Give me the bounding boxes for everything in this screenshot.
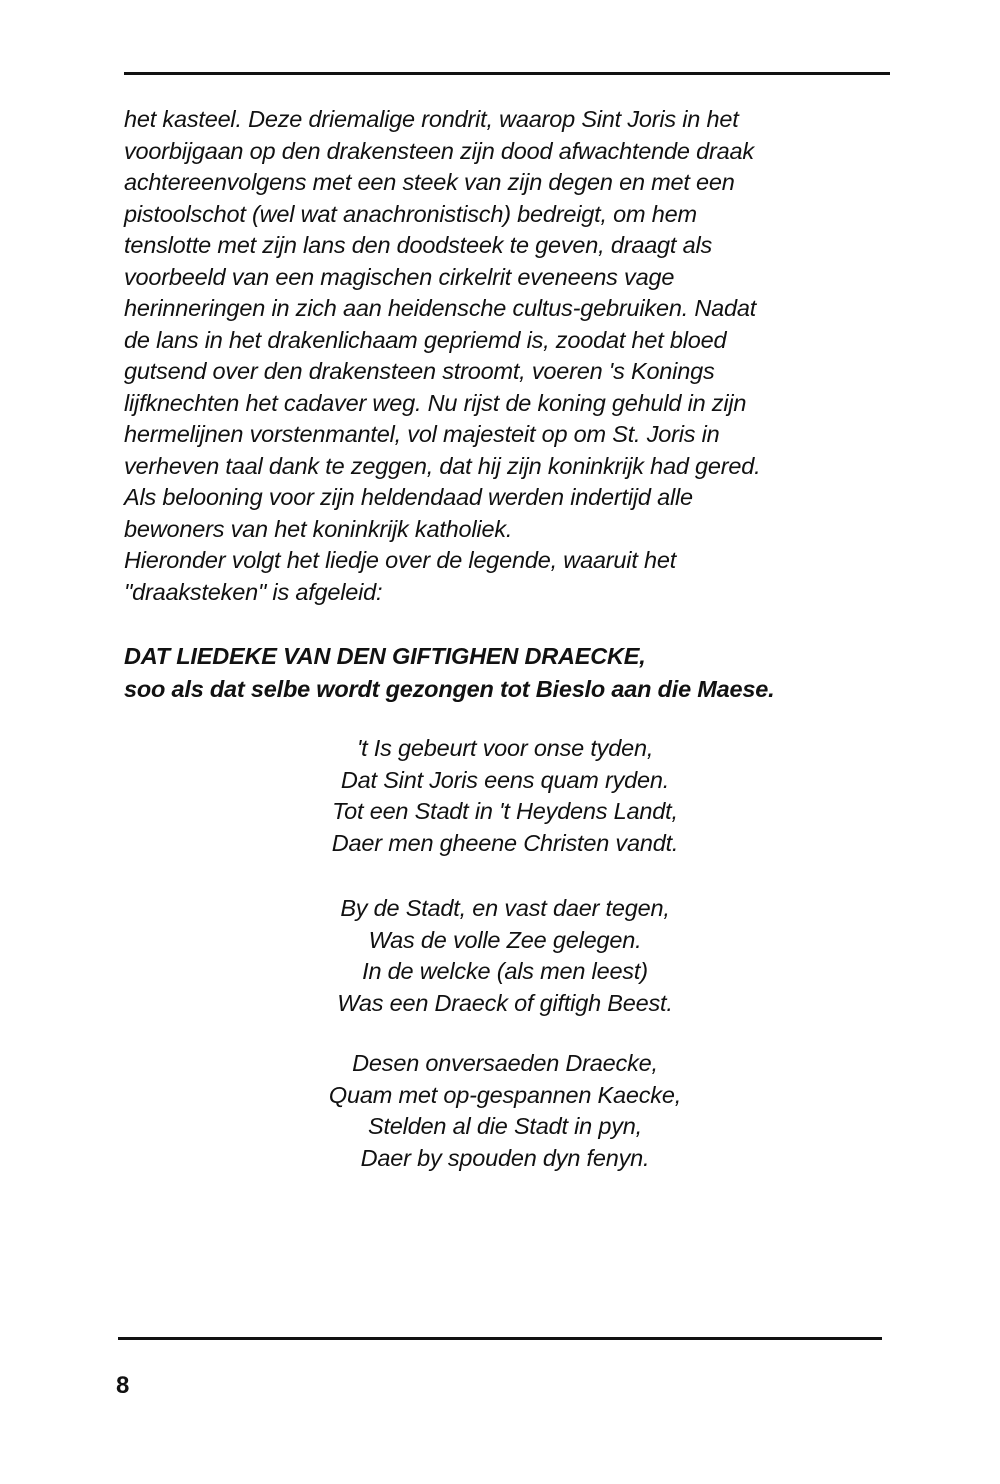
- verse-line: Daer men gheene Christen vandt.: [331, 829, 679, 856]
- song-title: [124, 640, 904, 706]
- text-line: voorbeeld van een magischen cirkelrit eveneens vage: [124, 263, 675, 290]
- text-line: pistoolschot (wel wat anachronistisch) bedreigt, om hem: [124, 200, 697, 227]
- verse-line: 't Is gebeurt voor onse tyden,: [356, 735, 654, 761]
- verse-line: Was een Draeck of giftigh Beest.: [337, 989, 673, 1016]
- verse-line: Was de volle Zee gelegen.: [368, 926, 642, 953]
- verse-2: [200, 893, 810, 1019]
- text-line: de lans in het drakenlichaam gepriemd is, zoodat het bloed: [124, 326, 727, 353]
- text-line: het kasteel. Deze driemalige rondrit, waarop Sint Joris in het: [124, 106, 739, 132]
- song-title-line: DAT LIEDEKE VAN DEN GIFTIGHEN DRAECKE,: [124, 643, 646, 669]
- body-paragraph: [124, 104, 894, 608]
- bottom-rule: [118, 1337, 882, 1340]
- text-line: achtereenvolgens met een steek van zijn degen en met een: [124, 169, 735, 195]
- verse-3: [200, 1048, 810, 1174]
- text-line: hermelijnen vorstenmantel, vol majesteit op om St. Joris in: [124, 421, 720, 447]
- text-line: gutsend over den drakensteen stroomt, voeren 's Konings: [124, 358, 715, 384]
- top-rule: [124, 72, 890, 75]
- text-line: voorbijgaan op den drakensteen zijn dood afwachtende draak: [124, 137, 754, 164]
- verse-line: Stelden al die Stadt in pyn,: [368, 1113, 642, 1139]
- verse-line: In de welcke (als men leest): [362, 958, 648, 984]
- verse-line: Quam met op-gespannen Kaecke,: [328, 1081, 682, 1108]
- text-line: Hieronder volgt het liedje over de legende, waaruit het: [124, 547, 677, 573]
- page-number: 8: [116, 1372, 130, 1399]
- text-line: verheven taal dank te zeggen, dat hij zijn koninkrijk had gered.: [124, 452, 761, 479]
- text-line: Als belooning voor zijn heldendaad werden indertijd alle: [124, 484, 693, 510]
- song-subtitle-line: soo als dat selbe wordt gezongen tot Bieslo aan die Maese.: [124, 676, 775, 702]
- verse-line: By de Stadt, en vast daer tegen,: [340, 895, 670, 921]
- verse-line: Dat Sint Joris eens quam ryden.: [340, 766, 670, 793]
- verse-1: [200, 733, 810, 859]
- verse-line: Desen onversaeden Draecke,: [352, 1050, 658, 1076]
- verse-line: Daer by spouden dyn fenyn.: [360, 1144, 650, 1171]
- text-line: tenslotte met zijn lans den doodsteek te geven, draagt als: [124, 232, 713, 258]
- verse-line: Tot een Stadt in 't Heydens Landt,: [332, 798, 678, 824]
- text-line: lijfknechten het cadaver weg. Nu rijst de koning gehuld in zijn: [124, 389, 747, 416]
- text-line: bewoners van het koninkrijk katholiek.: [124, 515, 513, 542]
- text-line: herinneringen in zich aan heidensche cultus-gebruiken. Nadat: [124, 295, 757, 321]
- text-line: "draaksteken" is afgeleid:: [124, 578, 383, 605]
